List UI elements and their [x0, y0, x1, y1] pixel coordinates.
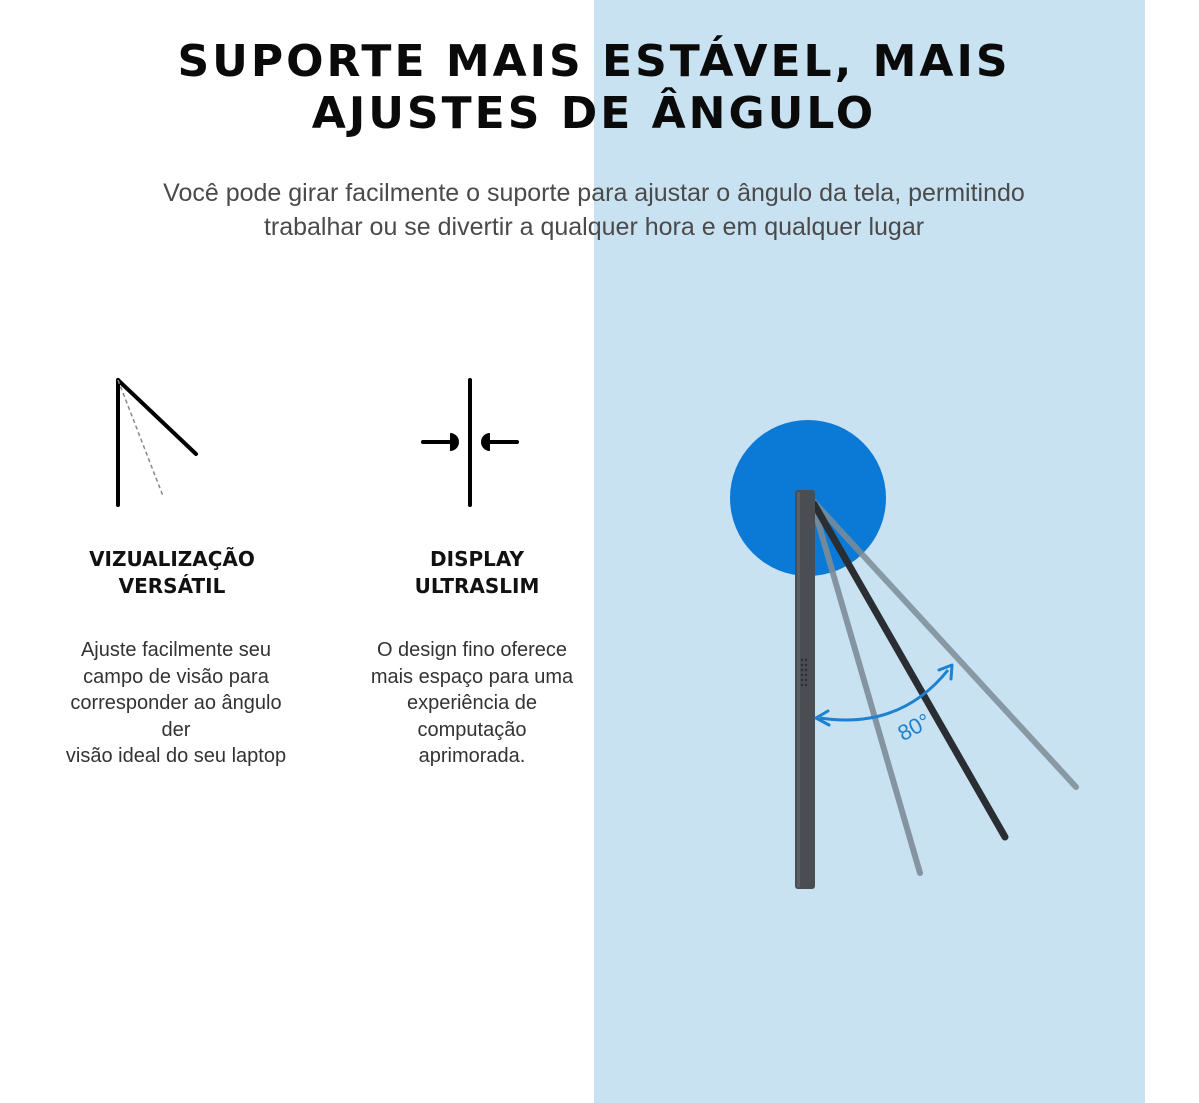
headline	[0, 36, 1188, 140]
tilt-angle-icon	[100, 370, 210, 515]
feature-title-ultraslim-display: DISPLAY ULTRASLIM	[414, 547, 540, 598]
angle-arc	[820, 670, 948, 720]
feature-title-versatile-viewing: VIZUALIZAÇÃO VERSÁTIL	[89, 547, 255, 598]
headline-line-1: SUPORTE MAIS ESTÁVEL, MAIS	[177, 36, 1011, 87]
feature-desc-ultraslim-display: O design fino oferece mais espaço para uma experiência de computação aprimorada.	[370, 639, 574, 767]
angle-label: 80°	[893, 708, 935, 746]
stand-angle-diagram	[594, 400, 1145, 920]
stand-position-current	[814, 504, 1005, 837]
subtitle-line-1: Você pode girar facilmente o suporte para ajustar o ângulo da tela, permitindo	[163, 179, 1025, 207]
ultraslim-thickness-icon	[410, 370, 530, 515]
feature-desc-versatile-viewing: Ajuste facilmente seu campo de visão para corresponder ao ângulo der visão ideal do seu laptop	[65, 639, 287, 767]
subtitle	[0, 176, 1188, 244]
monitor-side-edge	[797, 492, 800, 887]
subtitle-line-2: trabalhar ou se divertir a qualquer hora e em qualquer lugar	[263, 213, 925, 241]
headline-line-2: AJUSTES DE ÂNGULO	[311, 88, 877, 139]
